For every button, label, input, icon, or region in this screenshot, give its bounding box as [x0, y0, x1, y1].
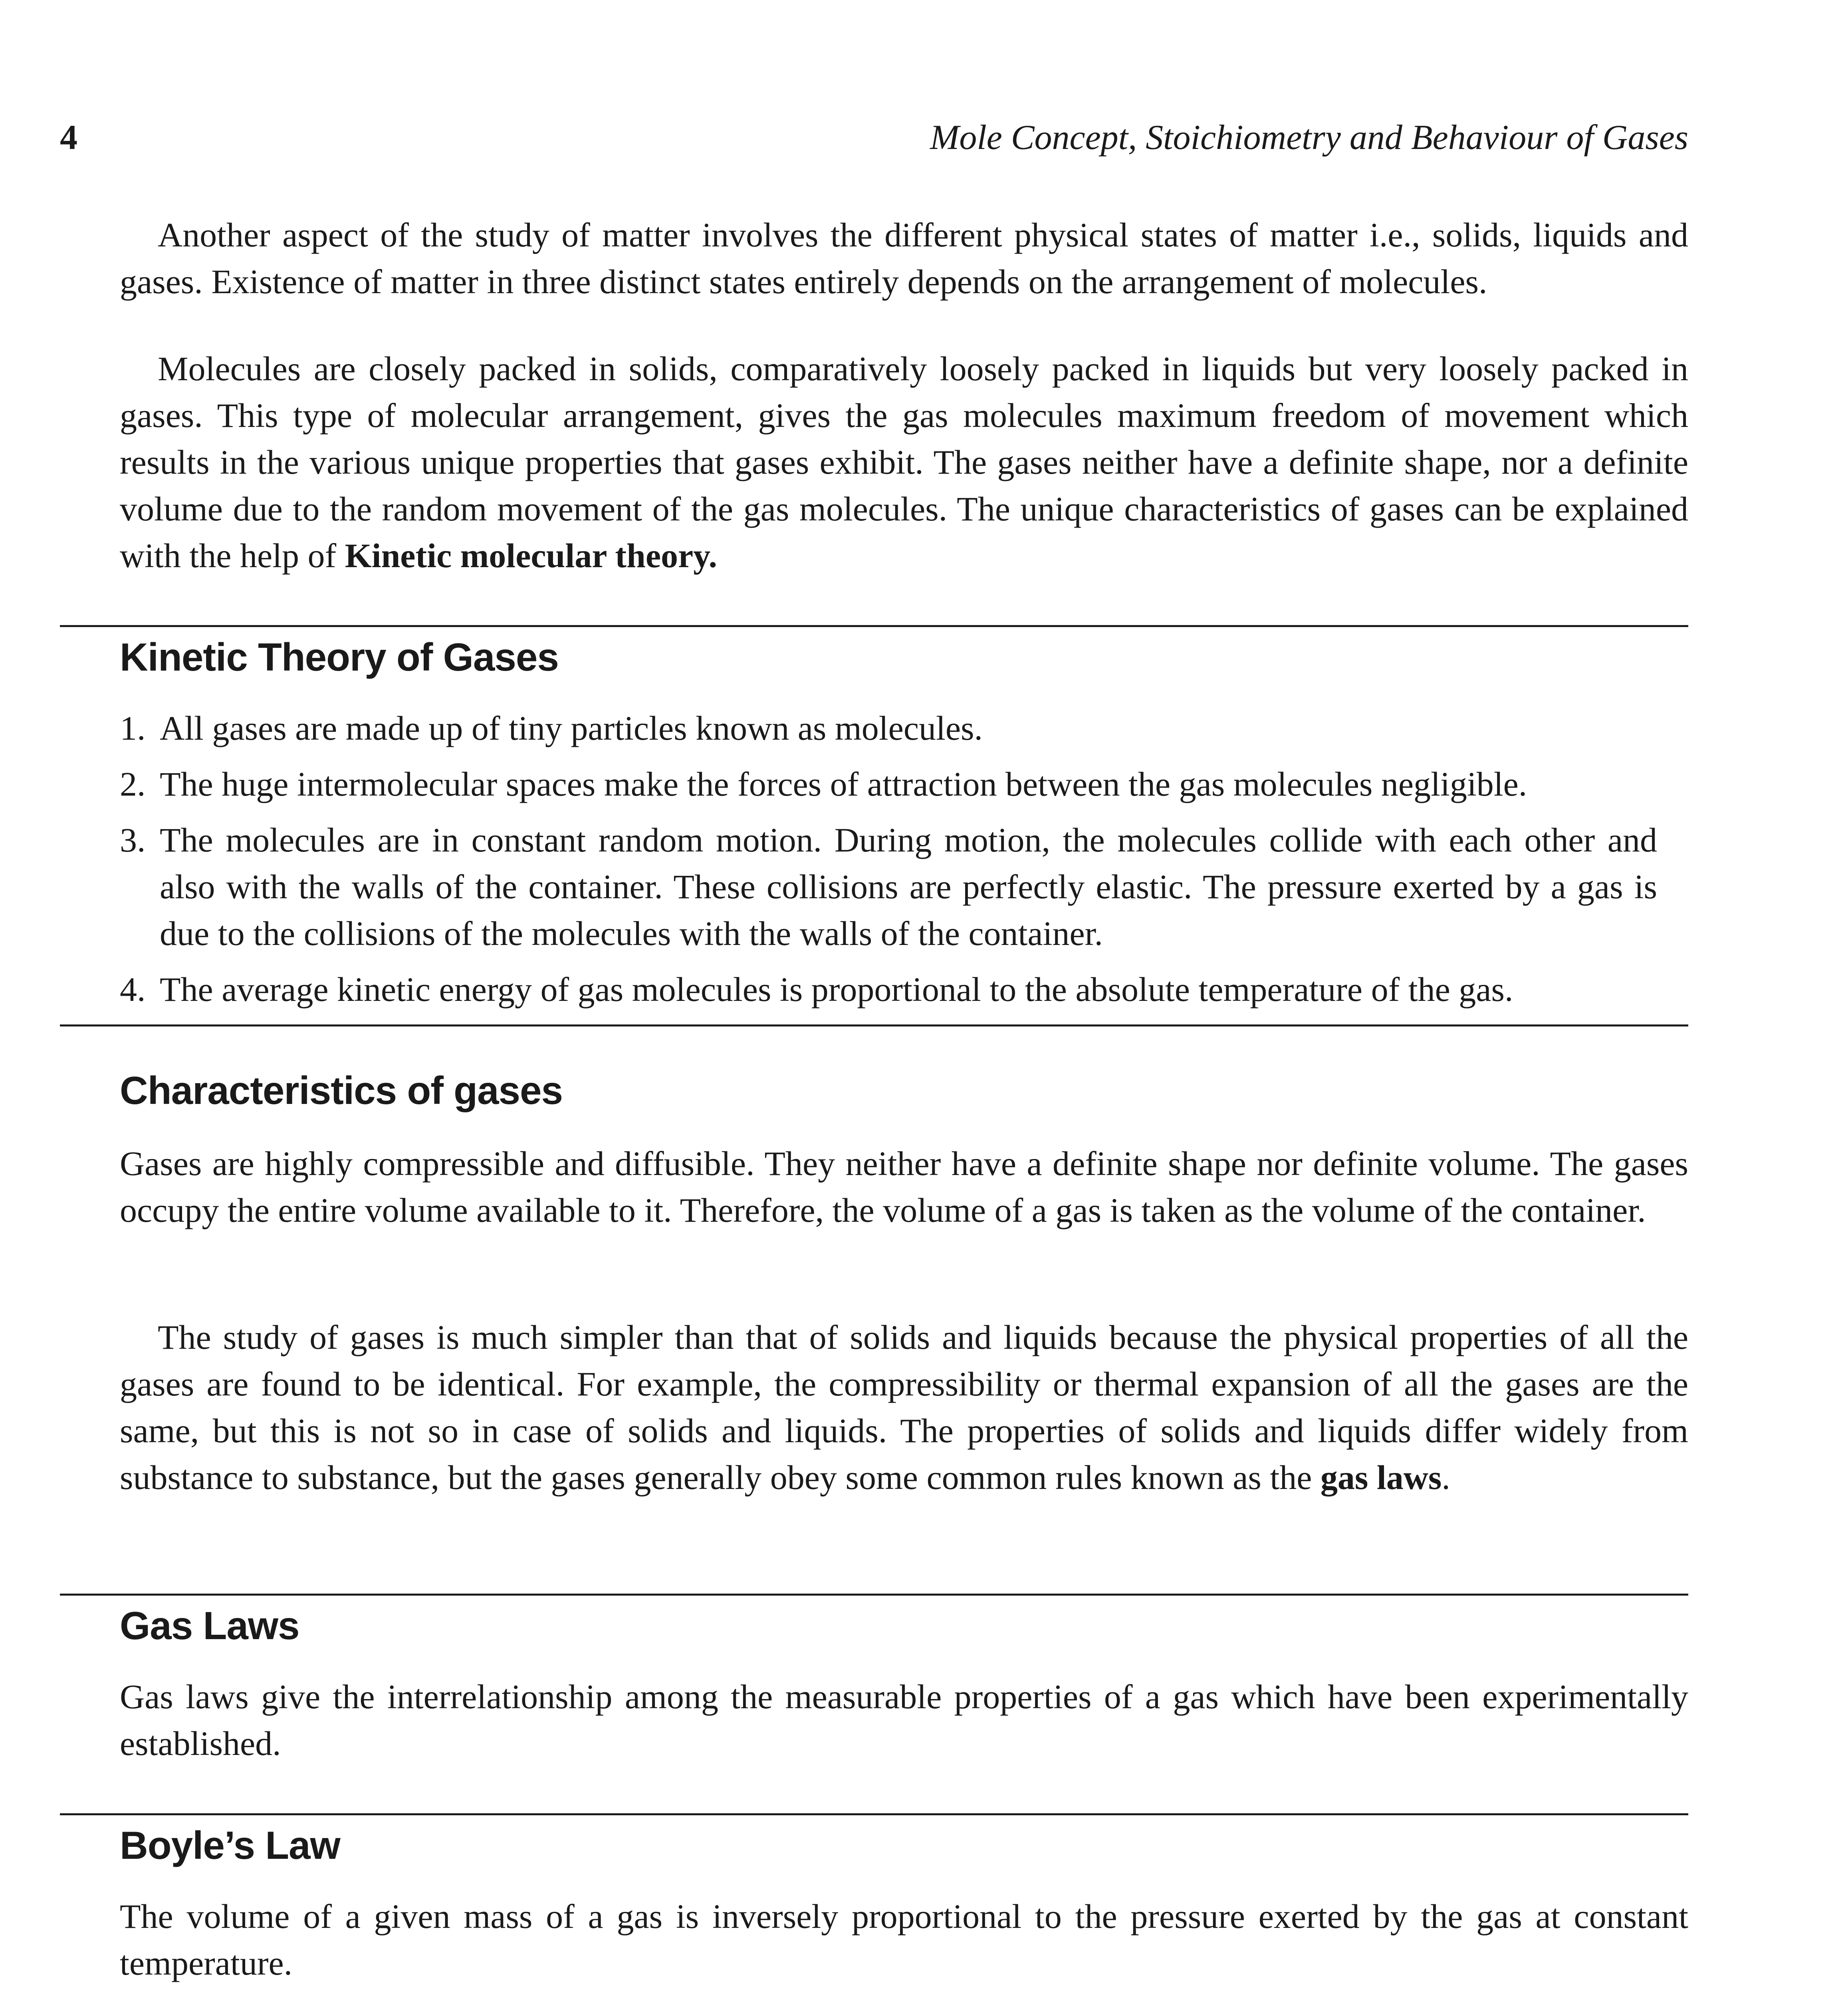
- gas-laws-paragraph: Gas laws give the interrelationship among the measurable properties of a gas which have been experimentally established.: [120, 1677, 1688, 1763]
- section-divider: [60, 1813, 1688, 1815]
- list-item-number: 2.: [120, 765, 146, 803]
- list-item: [120, 817, 1657, 957]
- list-item-text: The huge intermolecular spaces make the forces of attraction between the gas molecules negligible.: [160, 765, 1527, 803]
- list-item: [120, 705, 1657, 752]
- list-item-text: The molecules are in constant random motion. During motion, the molecules collide with each other and also with the walls of the container. These collisions are perfectly elastic. The pressure exerted by a gas is due to the collisions of the molecules with the walls of the container.: [160, 821, 1657, 953]
- intro-paragraph-1: Another aspect of the study of matter involves the different physical states of matter i.e., solids, liquids and gases. Existence of matter in three distinct states entirely depends on the arrangement of molecules.: [120, 216, 1688, 301]
- gas-laws-heading: Gas Laws: [120, 1604, 299, 1648]
- characteristics-paragraph-2-text: The study of gases is much simpler than that of solids and liquids because the physical properties of all the gases are found to be identical. For example, the compressibility or thermal expansion of all the gases are the same, but this is not so in case of solids and liquids. The properties of solids and liquids differ widely from substance to substance, but the gases generally obey some common rules known as the: [120, 1318, 1688, 1497]
- running-head: Mole Concept, Stoichiometry and Behaviour of Gases: [930, 118, 1688, 157]
- list-item-number: 4.: [120, 970, 146, 1008]
- characteristics-paragraph-2: [120, 1314, 1688, 1501]
- characteristics-heading: Characteristics of gases: [120, 1068, 563, 1112]
- page-number: 4: [60, 118, 77, 157]
- intro-paragraph-2-text: Molecules are closely packed in solids, comparatively loosely packed in liquids but very loosely packed in gases. This type of molecular arrangement, gives the gas molecules maximum freedom of movement which results in the various unique properties that gases exhibit. The gases neither have a definite shape, nor a definite volume due to the random movement of the gas molecules. The unique characteristics of gases can be explained with the help of: [120, 349, 1688, 575]
- characteristics-paragraph-1: Gases are highly compressible and diffusible. They neither have a definite shape nor definite volume. The gases occupy the entire volume available to it. Therefore, the volume of a gas is taken as the volume of the container.: [120, 1144, 1688, 1229]
- list-item-number: 3.: [120, 821, 146, 859]
- boyles-law-paragraph: The volume of a given mass of a gas is inversely proportional to the pressure exerted by the gas at constant temperature.: [120, 1897, 1688, 1982]
- section-divider: [60, 1024, 1688, 1026]
- gas-laws-term: gas laws: [1320, 1458, 1442, 1497]
- section-divider: [60, 625, 1688, 627]
- section-divider: [60, 1594, 1688, 1596]
- list-item: [120, 966, 1657, 1013]
- list-item-number: 1.: [120, 709, 146, 747]
- kinetic-theory-heading: Kinetic Theory of Gases: [120, 635, 559, 679]
- list-item-text: All gases are made up of tiny particles known as molecules.: [160, 709, 983, 747]
- intro-paragraph-2: [120, 345, 1688, 579]
- list-item: [120, 761, 1657, 808]
- kinetic-molecular-theory-term: Kinetic molecular theory.: [345, 536, 717, 575]
- characteristics-paragraph-2-end: .: [1442, 1458, 1450, 1497]
- list-item-text: The average kinetic energy of gas molecules is proportional to the absolute temperature of the gas.: [160, 970, 1513, 1008]
- boyles-law-heading: Boyle’s Law: [120, 1823, 340, 1867]
- kinetic-theory-list: [120, 705, 1657, 1022]
